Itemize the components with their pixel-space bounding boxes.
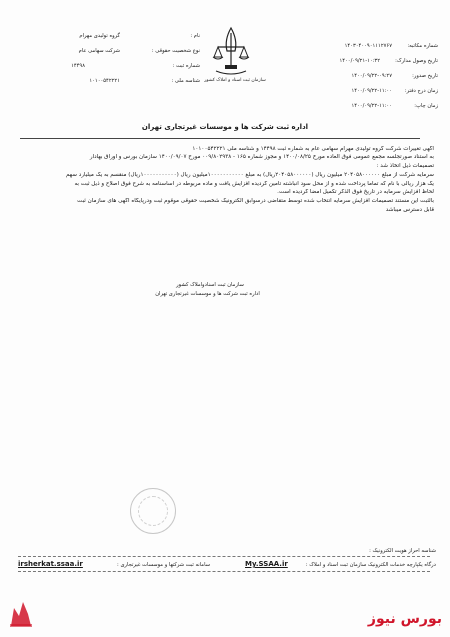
national-id-value: ۱۰۱۰۰۵۴۲۲۲۱ <box>89 78 120 84</box>
emblem-caption: سازمان ثبت اسناد و املاک کشور <box>204 78 266 83</box>
office-title: اداره ثبت شرکت ها و موسسات غیرتجاری تهران <box>141 123 309 131</box>
emblem-logo <box>210 25 252 77</box>
company-system-note: سامانه ثبت شرکتها و موسسات غیرتجاری : <box>117 562 210 568</box>
footer-divider-2 <box>18 571 430 572</box>
watermark-logo: بورس نیوز <box>367 611 442 627</box>
national-id-label: شناسه ملی : <box>171 78 200 84</box>
issue-date-label: تاریخ صدور: <box>412 73 438 79</box>
office-entry-label: زمان درج دفتر: <box>404 88 438 94</box>
receipt-date-value: ۱۴۰۰/۰۹/۲۱-۱۰:۳۲ <box>339 58 380 64</box>
print-time-value: ۱۴۰۰/۰۹/۲۲-۱۱:۰۰ <box>351 103 392 109</box>
receipt-date-label: تاریخ وصول مدارک: <box>395 58 438 64</box>
company-name-value: گروه تولیدی مهرام <box>79 33 120 39</box>
office-entry-value: ۱۴۰۰/۰۹/۲۲-۱۱:۰۰ <box>351 88 392 94</box>
legal-type-label: نوع شخصیت حقوقی : <box>151 48 200 54</box>
stamp-line-1: سازمان ثبت اسنادواملاک کشور <box>176 282 244 288</box>
red-mark-icon <box>8 598 34 628</box>
auth-id-label: شناسه احراز هویت الکترونیک : <box>369 548 436 554</box>
body-line-3: تصمیمات ذیل اتخاذ شد : <box>376 163 434 169</box>
company-system-url[interactable]: irsherkat.ssaa.ir <box>18 560 83 568</box>
body-line-5: یک هزار ریالی با نام که تماما پرداخت شده و از محل سود انباشته تامین گردیده افزایش یافت و ماده مربوطه در اساسنامه به شرح فوق اصلاح و ذیل ثبت به <box>74 181 434 187</box>
body-line-1: آگهی تغییرات شرکت گروه تولیدی مهرام سهامی عام به شماره ثبت ۱۴۴۹۸ و شناسه ملی ۱۰۱۰۰۵۴۲۲۲۱ <box>192 146 434 152</box>
issue-date-value: ۱۴۰۰/۰۹/۲۲-۰۹:۲۷ <box>351 73 392 79</box>
reg-number-value: ۱۴۴۹۸ <box>71 63 85 69</box>
company-name-label: نام : <box>190 33 200 39</box>
top-divider <box>20 138 420 139</box>
letter-number-label: شماره مکاتبه: <box>407 43 438 49</box>
footer-divider-1 <box>18 556 430 557</box>
body-line-2: به استناد صورتجلسه مجمع عمومی فوق العاده مورخ ۱۴۰۰/۰۸/۲۵ و مجوز شماره ۱۶۵ - ۰۰۹/۸۰۲۹۳۸ مورخ ۱۴۰۰/۰۹/۰۷ سازمان بورس و اوراق بهادار <box>89 154 434 160</box>
body-line-8: قابل دسترس میباشد <box>385 207 434 213</box>
stamp-line-2: اداره ثبت شرکت ها و موسسات غیرتجاری تهران <box>155 291 260 297</box>
round-seal-inner <box>138 496 168 526</box>
body-line-4: سرمایه شرکت از مبلغ ۲۰۴۰۵۸۰۰۰۰۰۰ میلیون ریال (۲۰۴۰۵۸۰۰۰۰۰۰ریال) به مبلغ ۱۰۰۰۰۰۰۰۰۰۰۰میلیون ریال (۱۰۰۰۰۰۰۰۰۰۰۰ریال) منقسم به یک میلیارد سهم <box>65 172 434 178</box>
letter-number-value: ۱۴۰۳۰۴۰۰۹۰۱۱۱۲۷۶۷ <box>344 43 392 49</box>
portal-url[interactable]: My.SSAA.ir <box>245 560 288 568</box>
reg-number-label: شماره ثبت : <box>172 63 200 69</box>
portal-note: درگاه یکپارچه خدمات الکترونیک سازمان ثبت اسناد و املاک : <box>305 562 436 568</box>
body-line-7: بالثبت این مستند تصمیمات افزایش سرمایه انتخاب شده توسط متقاضی درسوابق الکترونیک شخصیت حقوقی موقوم ثبت ودرپایگاه آگهی های سازمان ثبت <box>77 198 434 204</box>
body-line-6: لحاظ افزایش سرمایه در تاریخ فوق الذکر تکمیل امضا گردیده است. <box>277 189 434 195</box>
legal-type-value: شرکت سهامی عام <box>78 48 120 54</box>
print-time-label: زمان چاپ: <box>414 103 438 109</box>
